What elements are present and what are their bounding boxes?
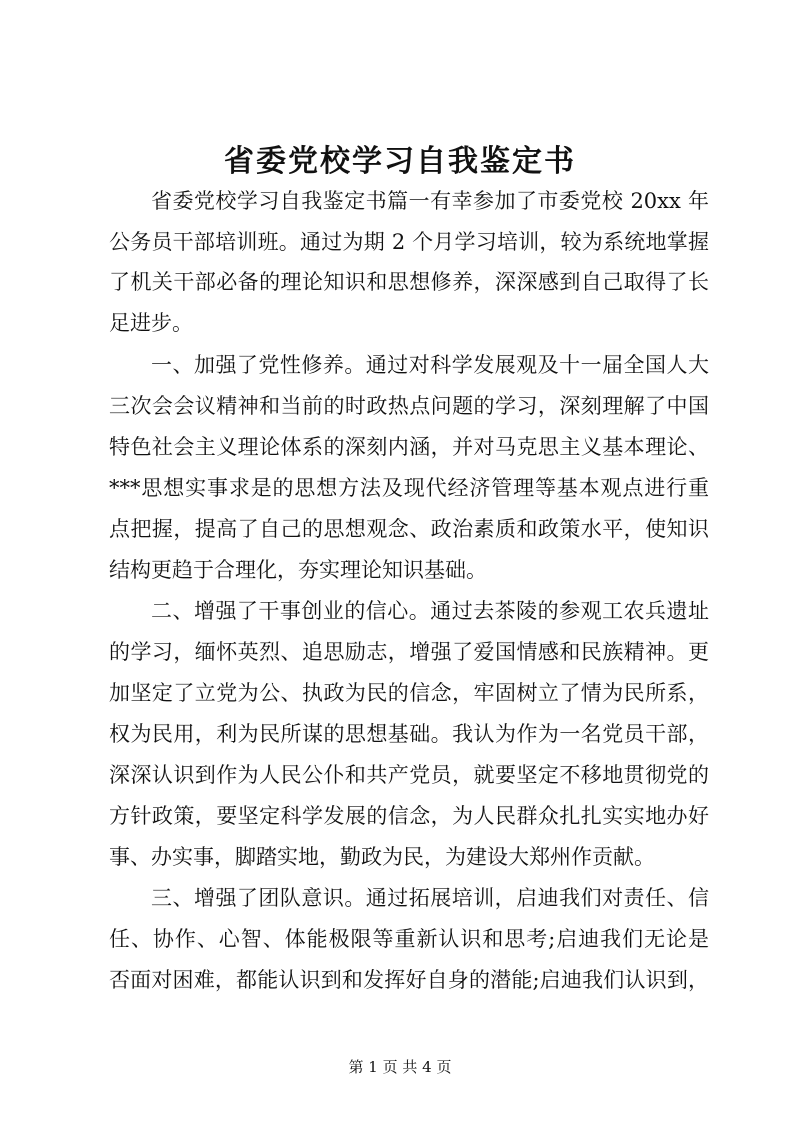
text-line: 事、办实事，脚踏实地，勤政为民，为建设大郑州作贡献。	[109, 845, 655, 869]
text-line: 的学习，缅怀英烈、追思励志，增强了爱国情感和民族精神。更	[109, 640, 709, 664]
document-title: 省委党校学习自我鉴定书	[224, 144, 576, 179]
text-line: 足进步。	[109, 311, 193, 335]
text-line: 省委党校学习自我鉴定书篇一有幸参加了市委党校 20xx 年	[151, 189, 709, 213]
text-line: 任、协作、心智、体能极限等重新认识和思考;启迪我们无论是	[109, 927, 709, 951]
text-line: 否面对困难，都能认识到和发挥好自身的潜能;启迪我们认识到，	[109, 968, 709, 992]
text-line: 公务员干部培训班。通过为期 2 个月学习培训，较为系统地掌握	[109, 230, 709, 254]
text-line: 深深认识到作为人民公仆和共产党员，就要坚定不移地贯彻党的	[109, 763, 709, 787]
text-line: ***思想实事求是的思想方法及现代经济管理等基本观点进行重	[109, 476, 709, 500]
text-line: 了机关干部必备的理论知识和思想修养，深深感到自己取得了长	[109, 270, 709, 294]
text-line: 结构更趋于合理化，夯实理论知识基础。	[109, 558, 487, 582]
text-line: 三、增强了团队意识。通过拓展培训，启迪我们对责任、信	[151, 886, 709, 910]
text-line: 加坚定了立党为公、执政为民的信念，牢固树立了情为民所系，	[109, 681, 709, 705]
text-line: 权为民用，利为民所谋的思想基础。我认为作为一名党员干部，	[109, 722, 709, 746]
text-line: 点把握，提高了自己的思想观念、政治素质和政策水平，使知识	[109, 517, 709, 541]
text-line: 方针政策，要坚定科学发展的信念，为人民群众扎扎实实地办好	[109, 804, 709, 828]
page-footer: 第 1 页 共 4 页	[348, 1058, 452, 1076]
text-line: 三次会会议精神和当前的时政热点问题的学习，深刻理解了中国	[109, 394, 709, 418]
text-line: 二、增强了干事创业的信心。通过去茶陵的参观工农兵遗址	[151, 599, 709, 623]
text-line: 一、加强了党性修养。通过对科学发展观及十一届全国人大	[151, 353, 709, 377]
text-line: 特色社会主义理论体系的深刻内涵，并对马克思主义基本理论、	[109, 435, 709, 459]
